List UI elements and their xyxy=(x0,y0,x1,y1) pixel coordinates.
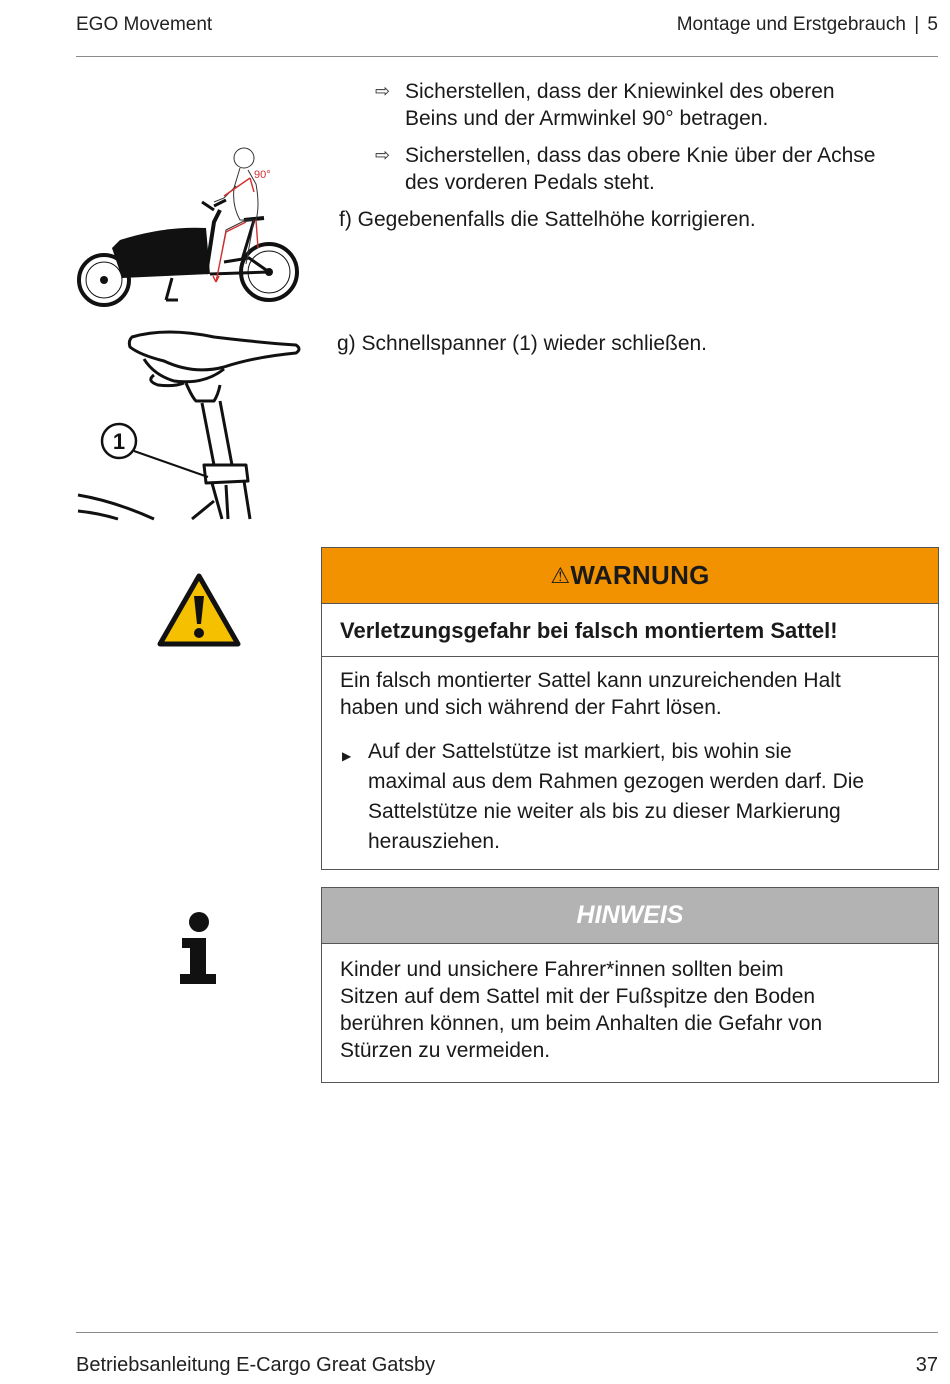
check-1-text xyxy=(405,78,835,132)
angle-label: 90° xyxy=(254,169,271,181)
info-icon xyxy=(176,912,222,986)
header-left: EGO Movement xyxy=(76,14,213,35)
cargo-bike-rider-illustration xyxy=(74,140,304,310)
warning-box xyxy=(321,547,939,870)
text-line: Sattelstütze nie weiter als bis zu dieser Markierung xyxy=(368,800,841,823)
warning-header-title: WARNUNG xyxy=(570,560,710,590)
check-1-arrow: ⇨ xyxy=(375,81,391,101)
header-separator: | xyxy=(914,14,920,35)
step-f: f) Gegebenenfalls die Sattelhöhe korrigieren. xyxy=(339,208,756,231)
check-2-arrow: ⇨ xyxy=(375,145,391,165)
page-number: 37 xyxy=(915,1354,938,1376)
warning-header-symbol: ⚠ xyxy=(550,562,571,588)
text-line: Ein falsch montierter Sattel kann unzureichenden Halt xyxy=(340,669,841,692)
header-section-title: Montage und Erstgebrauch xyxy=(676,14,906,35)
text-line: herausziehen. xyxy=(368,830,500,853)
text-line: haben und sich während der Fahrt lösen. xyxy=(340,696,722,719)
text-line: maximal aus dem Rahmen gezogen werden darf. Die xyxy=(368,770,865,793)
text-line: berühren können, um beim Anhalten die Gefahr von xyxy=(340,1012,823,1035)
note-header xyxy=(322,888,938,944)
header-right xyxy=(677,14,938,36)
note-text xyxy=(322,944,938,1064)
bullet-marker-icon: ▶ xyxy=(342,749,352,763)
text-line: Auf der Sattelstütze ist markiert, bis wohin sie xyxy=(368,740,792,763)
text-line: Sitzen auf dem Sattel mit der Fußspitze den Boden xyxy=(340,985,816,1008)
footer-rule xyxy=(76,1332,938,1333)
saddle-quick-release-illustration xyxy=(74,325,304,521)
warning-subtitle: Verletzungsgefahr bei falsch montiertem Sattel! xyxy=(322,604,938,657)
text-line: Kinder und unsichere Fahrer*innen sollten beim xyxy=(340,958,784,981)
text-line: Beins und der Armwinkel 90° betragen. xyxy=(405,107,769,130)
footer-left: Betriebsanleitung E-Cargo Great Gatsby xyxy=(76,1354,436,1376)
warning-triangle-icon xyxy=(156,572,242,648)
text-line: Sicherstellen, dass das obere Knie über der Achse xyxy=(405,144,876,167)
text-line: Stürzen zu vermeiden. xyxy=(340,1039,551,1062)
warning-header xyxy=(322,548,938,604)
check-2-text xyxy=(405,142,875,196)
header-rule xyxy=(76,56,938,57)
text-line: Sicherstellen, dass der Kniewinkel des oberen xyxy=(405,80,835,103)
note-header-title: HINWEIS xyxy=(576,901,684,929)
text-line: des vorderen Pedals steht. xyxy=(405,171,655,194)
note-box xyxy=(321,887,939,1083)
warning-bullet xyxy=(322,721,938,857)
callout-number: 1 xyxy=(112,429,126,454)
warning-text xyxy=(322,657,938,721)
header-chapter-number: 5 xyxy=(927,14,938,35)
step-g: g) Schnellspanner (1) wieder schließen. xyxy=(337,332,708,355)
